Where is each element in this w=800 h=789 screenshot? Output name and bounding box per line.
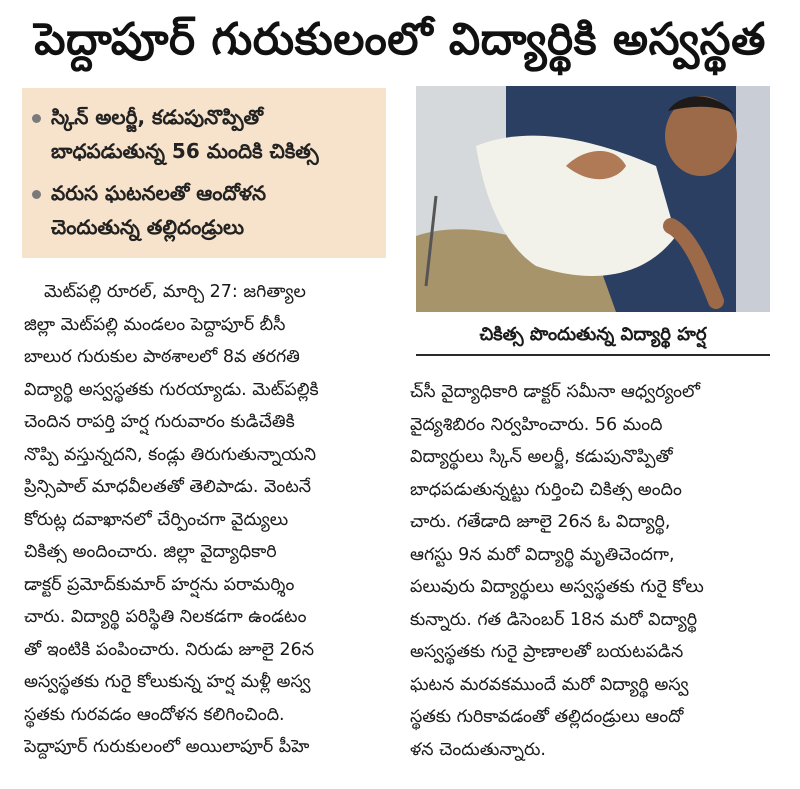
- article-line: ళన చెందుతున్నారు.: [410, 739, 546, 760]
- article-line: విద్యార్థి అస్వస్థతకు గురయ్యాడు. మెట్‌పల్లికి: [24, 379, 319, 400]
- article-line: స్థతకు గురికావడంతో తల్లిదండ్రులు ఆందో: [410, 707, 684, 727]
- highlight-line: వరుస ఘటనలతో ఆందోళన: [51, 181, 266, 205]
- article-line: స్థతకు గురవడం ఆందోళన కలిగించింది.: [24, 704, 285, 725]
- photo-caption: చికిత్స పొందుతున్న విద్యార్థి హర్ష: [416, 318, 770, 356]
- article-line: కోరుట్ల దవాఖానలో చేర్పించగా వైద్యులు: [24, 509, 289, 530]
- article-line: బాలుర గురుకుల పాఠశాలలో 8వ తరగతి: [24, 347, 300, 367]
- article-line: కున్నారు. గత డిసెంబర్ 18న మరో విద్యార్థి: [410, 609, 698, 630]
- bullet-icon: [32, 114, 41, 123]
- article-line: బాధపడుతున్నట్టు గుర్తించి చికిత్స అందిం: [410, 479, 682, 500]
- article-column-right: [410, 376, 774, 766]
- highlight-line: చెందుతున్న తల్లిదండ్రులు: [51, 215, 245, 239]
- highlight-line: స్కిన్ అలర్జీ, కడుపునొప్పితో: [51, 105, 264, 129]
- headline: పెద్దాపూర్ గురుకులంలో విద్యార్థికి అస్వస్థత: [34, 14, 766, 65]
- article-line: పలువురు విద్యార్థులు అస్వస్థతకు గురై కోలు: [410, 577, 704, 597]
- article-line: విద్యార్థులు స్కిన్ అలర్జీ, కడుపునొప్పితో: [410, 447, 673, 467]
- article-line: ఘటన మరవకముందే మరో విద్యార్థి అస్వ: [410, 674, 689, 695]
- highlight-line: బాధపడుతున్న 56 మందికి చికిత్స: [51, 139, 319, 163]
- article-line: చారు. విద్యార్థి పరిస్థితి నిలకడగా ఉండటం: [24, 607, 307, 627]
- article-line: తో ఇంటికి పంపించారు. నిరుడు జూలై 26న: [24, 639, 315, 660]
- student-photo-illustration: [416, 86, 770, 312]
- highlights-box: [22, 88, 386, 258]
- bullet-icon: [32, 190, 41, 199]
- article-line: వైద్యశిబిరం నిర్వహించారు. 56 మంది: [410, 414, 663, 435]
- article-line: జిల్లా మెట్‌పల్లి మండలం పెద్దాపూర్ బీసీ: [24, 314, 286, 335]
- article-line: చారు. గతేడాది జూలై 26న ఓ విద్యార్థి,: [410, 512, 671, 532]
- article-line: చికిత్స అందించారు. జిల్లా వైద్యాధికారి: [24, 542, 277, 562]
- article-line: అస్వస్థతకు గురై ప్రాణాలతో బయటపడిన: [410, 642, 684, 662]
- highlight-item: [32, 176, 374, 244]
- article-line: పెద్దాపూర్ గురుకులంలో అయిలాపూర్ పీహె: [24, 737, 310, 757]
- article-line: నొప్పి వస్తున్నదని, కండ్లు తిరుగుతున్నాయని: [24, 444, 317, 465]
- news-photo: [416, 86, 770, 312]
- article-line: ఆగస్టు 9న మరో విద్యార్థి మృతిచెందగా,: [410, 544, 675, 565]
- article-line: చెందిన రాపర్తి హర్ష గురువారం కుడిచేతికి: [24, 412, 295, 432]
- article-line: ప్రిన్సిపాల్ మాధవీలతతో తెలిపాడు. వెంటనే: [24, 477, 312, 497]
- highlight-item: [32, 100, 374, 168]
- article-column-left: [24, 276, 388, 764]
- article-line: అస్వస్థతకు గురై కోలుకున్న హర్ష మళ్లీ అస్వ: [24, 672, 311, 692]
- article-line: చ్‌సీ వైద్యాధికారి డాక్టర్ సమీనా ఆధ్వర్యంలో: [410, 382, 700, 402]
- article-line: మెట్‌పల్లి రూరల్, మార్చి 27: జగిత్యాల: [44, 282, 306, 302]
- article-line: డాక్టర్ ప్రమోద్‌కుమార్ హర్షను పరామర్శిం: [24, 574, 295, 595]
